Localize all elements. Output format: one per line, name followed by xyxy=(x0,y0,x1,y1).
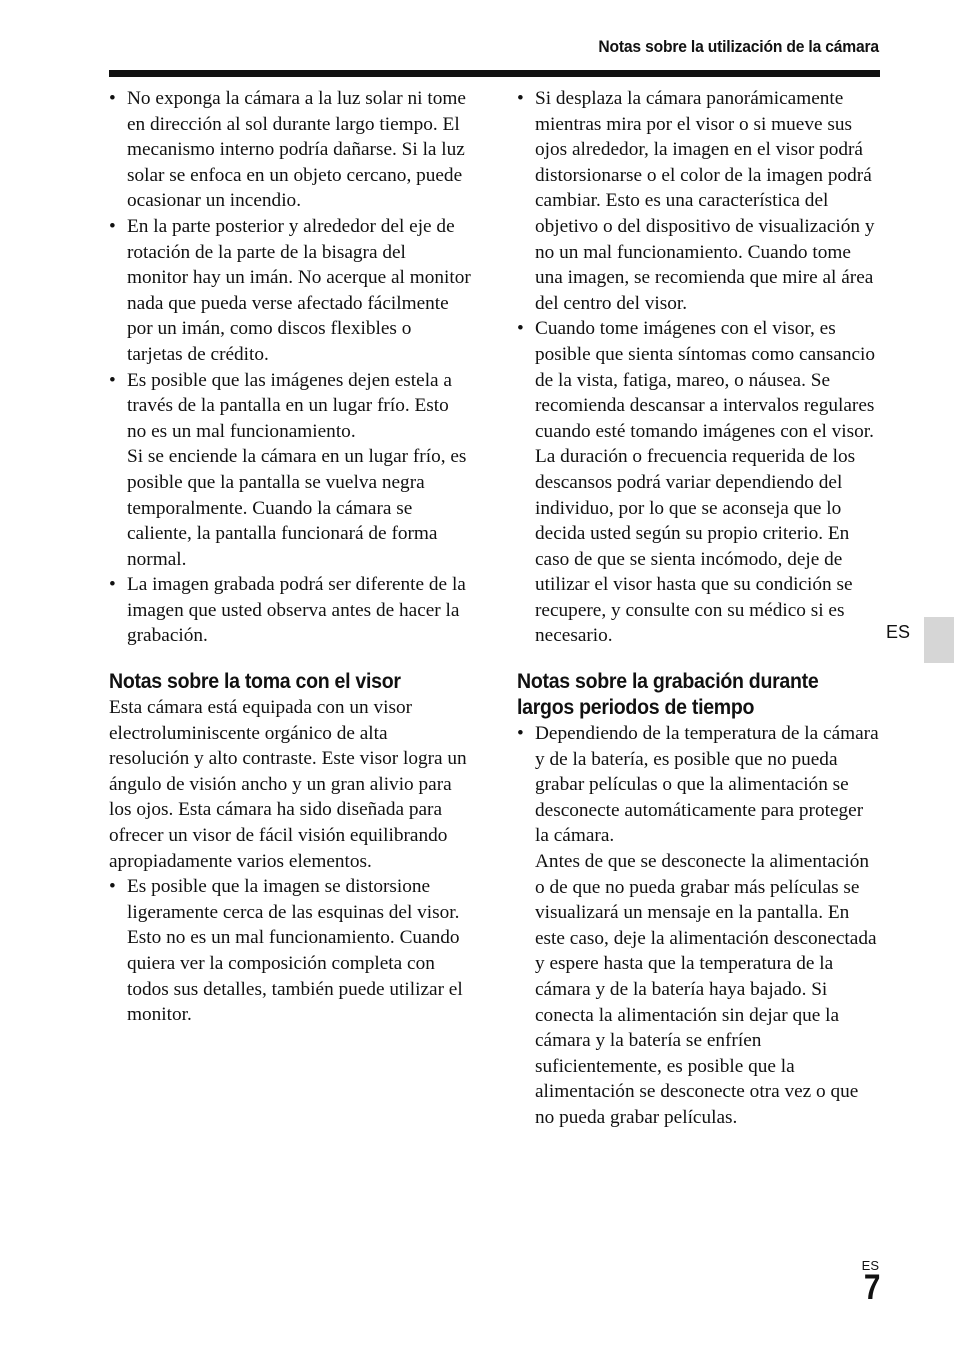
bullet-subtext: Antes de que se desconecte la alimentación o de que no pueda grabar más películas se visualizará un mensaje en la pantalla. En este caso, deje la alimentación desconectada y espere hasta que la temperatura de la cámara y de la batería haya bajado. Si conecta la alimentación sin dejar que la cámara y la batería se enfríen suficientemente, es posible que la alimentación se desconecte otra vez o que no pueda grabar películas. xyxy=(535,851,877,1128)
bullet-text: • En la parte posterior y alrededor del eje de rotación de la parte de la bisagra del monitor hay un imán. No acerque al monitor nada que pueda verse afectado fácilmente por un imán, como discos flexibles o tarjetas de crédito. xyxy=(127,215,471,365)
bullet-text: • Es posible que las imágenes dejen estela a través de la pantalla en un lugar frío. Esto no es un mal funcionamiento. xyxy=(127,369,452,442)
grabacion-bullet-list xyxy=(517,721,879,1131)
visor-bullet-list xyxy=(109,874,471,1028)
right-bullet-list xyxy=(517,86,879,649)
list-item xyxy=(517,86,879,316)
language-side-label: ES xyxy=(886,622,911,642)
footer-language: ES xyxy=(861,1258,879,1273)
bullet-text: • La imagen grabada podrá ser diferente de la imagen que usted observa antes de hacer la grabación. xyxy=(127,574,466,647)
bullet-text: • Si desplaza la cámara panorámicamente mientras mira por el visor o si mueve sus ojos alrededor, la imagen en el visor podrá distorsionarse o el color de la imagen podrá cambiar. Esto es una característica del objetivo o del dispositivo de visualización y no un mal funcionamiento. Cuando tome una imagen, se recomienda que mire al área del centro del visor. xyxy=(535,88,875,314)
list-item xyxy=(517,316,879,649)
left-column xyxy=(109,86,471,1028)
bullet-text: • Es posible que la imagen se distorsione ligeramente cerca de las esquinas del visor. Esto no es un mal funcionamiento. Cuando quiera ver la composición completa con todos sus detalles, también puede utilizar el monitor. xyxy=(127,876,463,1026)
list-item xyxy=(109,86,471,214)
section-heading-grabacion: Notas sobre la grabación durante largos periodos de tiempo xyxy=(517,670,819,720)
bullet-subtext: La duración o frecuencia requerida de los descansos podrá variar dependiendo del individuo, por lo que se aconseja que lo decida usted según su propio criterio. En caso de que se sienta incómodo, deje de utilizar el visor hasta que su condición se recupere, y consulte con su médico si es necesario. xyxy=(535,446,856,647)
list-item xyxy=(109,572,471,649)
list-item xyxy=(517,721,879,1131)
running-header: Notas sobre la utilización de la cámara xyxy=(598,37,879,56)
section-intro: Esta cámara está equipada con un visor electroluminiscente orgánico de alta resolución y alto contraste. Este visor logra un ángulo de visión ancho y un gran alivio para los ojos. Esta cámara ha sido diseñada para ofrecer un visor de fácil visión equilibrando apropiadamente varios elementos. xyxy=(109,697,467,872)
bullet-text: • Dependiendo de la temperatura de la cámara y de la batería, es posible que no pueda grabar películas o que la alimentación se desconecte automáticamente para proteger la cámara. xyxy=(535,723,879,847)
header-rule xyxy=(109,70,880,77)
bullet-subtext: Si se enciende la cámara en un lugar frío, es posible que la pantalla se vuelva negra temporalmente. Cuando la cámara se caliente, la pantalla funcionará de forma normal. xyxy=(127,446,467,570)
page-number: 7 xyxy=(863,1268,880,1307)
section-heading-visor: Notas sobre la toma con el visor xyxy=(109,670,401,694)
list-item xyxy=(109,214,471,368)
list-item xyxy=(109,874,471,1028)
right-column xyxy=(517,86,879,1131)
list-item xyxy=(109,368,471,573)
language-side-tab xyxy=(924,617,954,663)
bullet-text: • Cuando tome imágenes con el visor, es posible que sienta síntomas como cansancio de la vista, fatiga, mareo, o náusea. Se recomienda descansar a intervalos regulares cuando esté tomando imágenes con el visor. xyxy=(535,318,876,442)
left-bullet-list xyxy=(109,86,471,649)
bullet-text: • No exponga la cámara a la luz solar ni tome en dirección al sol durante largo tiempo. El mecanismo interno podría dañarse. Si la luz solar se enfoca en un objeto cercano, puede ocasionar un incendio. xyxy=(127,88,466,212)
